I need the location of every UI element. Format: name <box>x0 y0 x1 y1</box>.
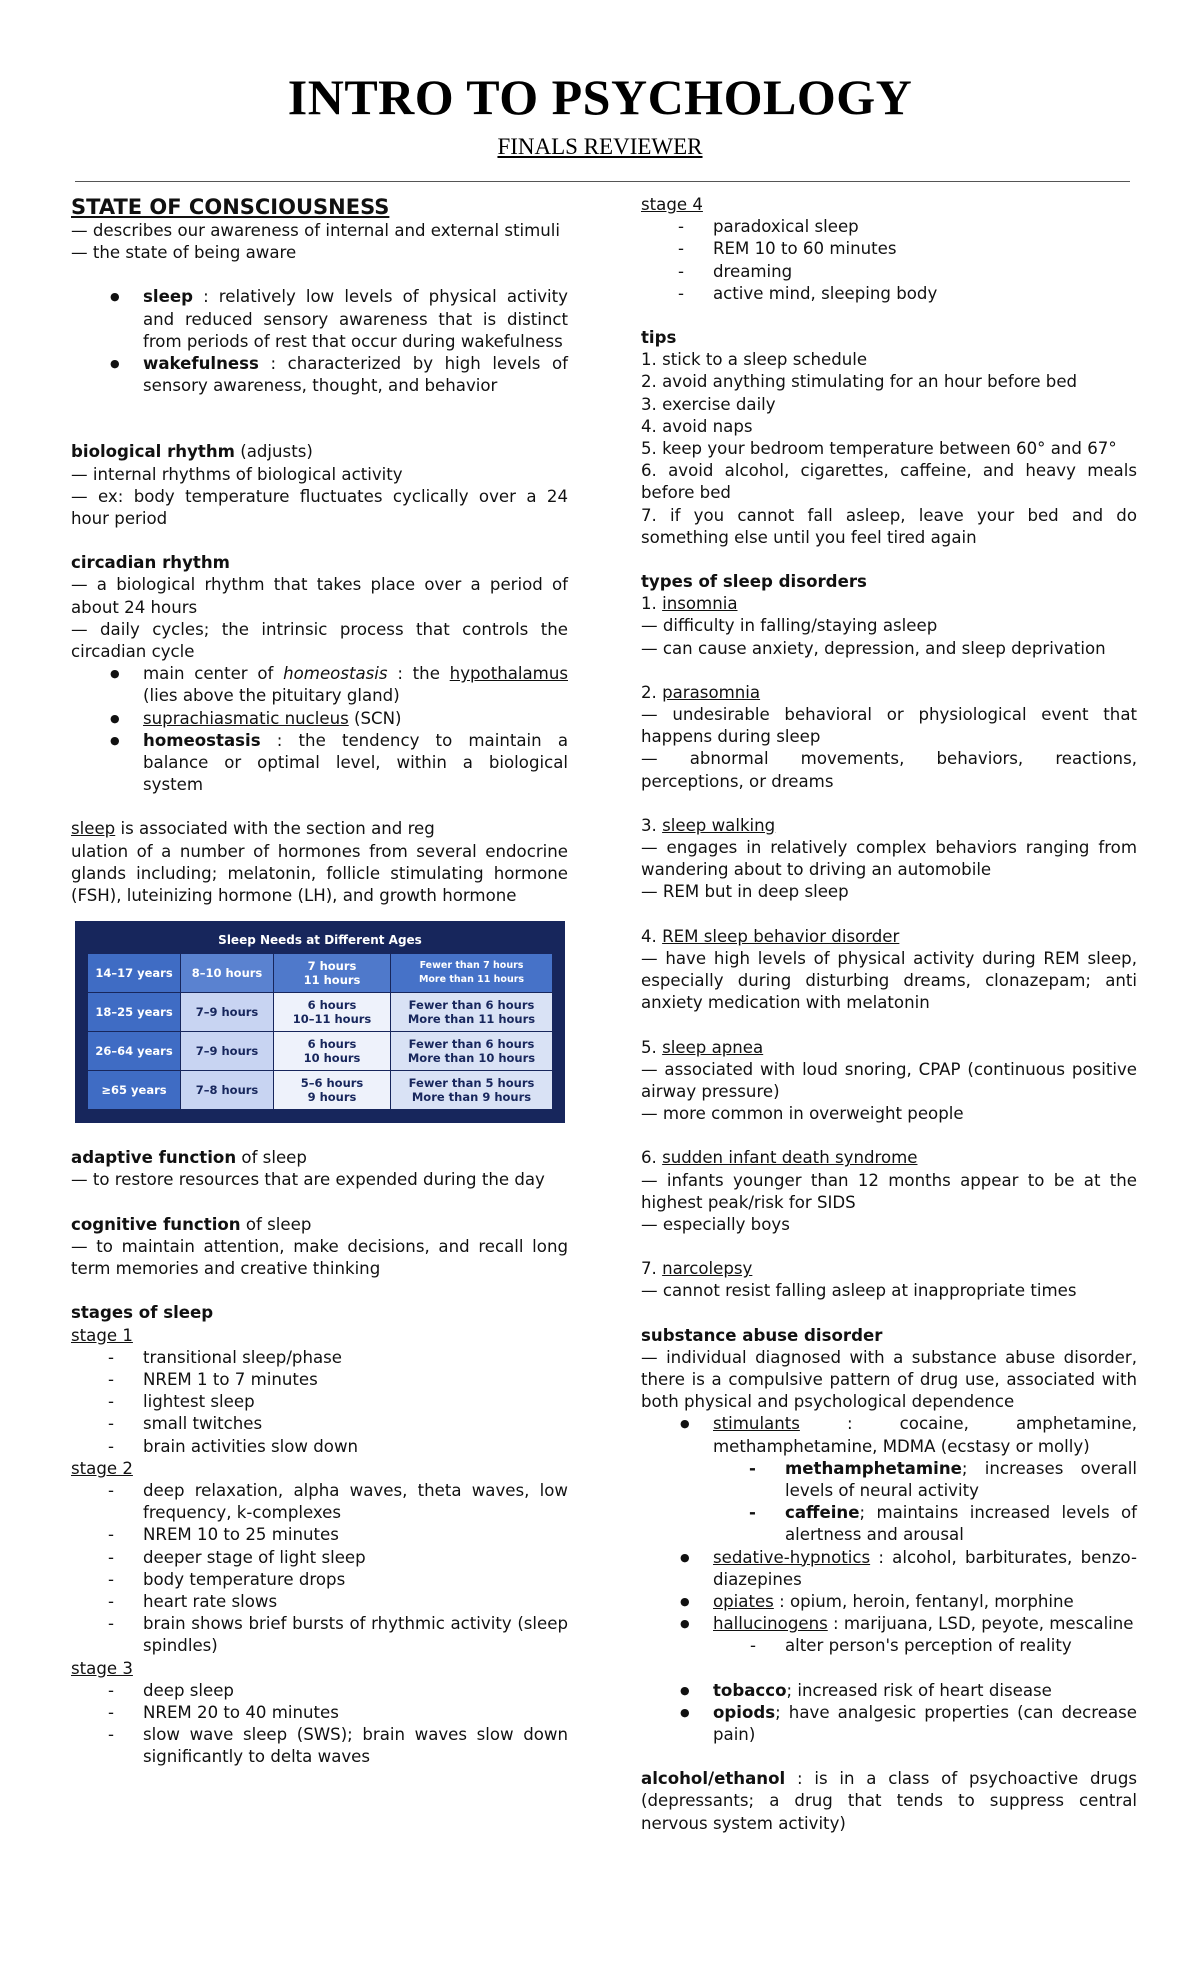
stages-heading: stages of sleep <box>71 1303 214 1323</box>
term: alcohol/ethanol <box>641 1769 786 1789</box>
list-item: - NREM 10 to 25 minutes <box>143 1524 568 1546</box>
text-line: — ex: body temperature fluctuates cyclically over a 24 hour period <box>71 486 568 529</box>
disorder-line: — engages in relatively complex behaviors ranging from wandering about to driving an automobile <box>641 838 1137 880</box>
disorder-name: insomnia <box>662 594 738 614</box>
disorder-name: sudden infant death syndrome <box>662 1148 918 1168</box>
term: suprachiasmatic nucleus <box>143 708 349 728</box>
tip-item: 5. keep your bedroom temperature between 60° and 67° <box>641 439 1117 459</box>
sub-item: - alter person's perception of reality <box>785 1635 1137 1657</box>
term: opiods <box>713 1702 776 1722</box>
adaptive-heading <box>71 1147 568 1169</box>
sub-item <box>785 1502 1137 1546</box>
disorders-heading: types of sleep disorders <box>641 572 867 592</box>
nr-low: Fewer than 7 hours <box>419 960 524 972</box>
consciousness-bullets <box>71 286 568 397</box>
list-item: - dreaming <box>713 261 1137 283</box>
definition: : is in a class of psychoactive drugs (depressants; a drug that tends to suppress central nervous system activity) <box>641 1769 1137 1833</box>
stage-label: stage 3 <box>71 1658 133 1678</box>
list-item: - deeper stage of light sleep <box>143 1547 568 1569</box>
list-item: - transitional sleep/phase <box>143 1347 568 1369</box>
disorder-name: REM sleep behavior disorder <box>662 926 900 946</box>
stage-label: stage 4 <box>641 195 703 214</box>
hormones-line: ulation of a number of hormones from several endocrine glands including; melatonin, follicle stimulating hormone (FSH), luteinizing hormone (LH), and growth hormone <box>71 841 568 906</box>
section-heading-consciousness: STATE OF CONSCIOUSNESS <box>71 195 390 219</box>
tip-item: 7. if you cannot fall asleep, leave your bed and do something else until you feel tired again <box>641 505 1137 547</box>
nr-high: More than 11 hours <box>407 1012 536 1027</box>
page-subtitle: FINALS REVIEWER <box>497 134 703 159</box>
definition: : relatively low levels of physical activity and reduced sensory awareness that is distinct from periods of rest that occur during wakefulness <box>143 287 568 351</box>
disorder-heading <box>641 1147 1137 1169</box>
biological-rhythm-heading <box>71 441 568 463</box>
text: main center of <box>143 664 284 684</box>
list-item: - body temperature drops <box>143 1569 568 1591</box>
disorder-name: narcolepsy <box>662 1259 753 1279</box>
nr-low: Fewer than 5 hours <box>408 1076 535 1091</box>
disorder-number: 1. <box>641 594 663 614</box>
text-line: — internal rhythms of biological activity <box>71 464 403 484</box>
hours-cell: 7–8 hours <box>181 1071 274 1110</box>
hours-cell: 7–9 hours <box>181 1032 274 1071</box>
list-item: - NREM 1 to 7 minutes <box>143 1369 568 1391</box>
bullet-sleep <box>143 286 568 353</box>
term: biological rhythm <box>71 442 235 462</box>
range-low: 5–6 hours <box>300 1076 364 1091</box>
term: stimulants <box>713 1414 800 1434</box>
disorder-heading <box>641 593 1137 615</box>
disorder-number: 4. <box>641 926 663 946</box>
disorder-line: — have high levels of physical activity during REM sleep, especially during disturbing dreams, clonazepam; anti anxiety medication with melatonin <box>641 948 1137 1013</box>
bullet-homeostasis <box>143 730 568 797</box>
definition: : characterized by high levels of sensory awareness, thought, and behavior <box>143 354 568 396</box>
term: tobacco <box>713 1680 787 1700</box>
circadian-heading: circadian rhythm <box>71 553 230 573</box>
table-row <box>88 1071 553 1110</box>
note: (adjusts) <box>234 442 313 462</box>
text-line: — to maintain attention, make decisions, and recall long term memories and creative thinking <box>71 1236 568 1279</box>
term: cognitive function <box>71 1214 241 1234</box>
range-high: 9 hours <box>307 1090 357 1105</box>
sleep-needs-table <box>87 953 553 1110</box>
header-divider <box>75 181 1130 182</box>
tip-item: 4. avoid naps <box>641 416 753 436</box>
stage-4-list <box>641 216 1137 305</box>
definition: : opium, heroin, fentanyl, morphine <box>773 1591 1074 1611</box>
text-line: — daily cycles; the intrinsic process that controls the circadian cycle <box>71 619 568 662</box>
range-high: 10 hours <box>303 1051 361 1066</box>
disorder-line: — associated with loud snoring, CPAP (continuous positive airway pressure) <box>641 1059 1137 1101</box>
text-line: — individual diagnosed with a substance abuse disorder, there is a compulsive pattern of drug use, associated with both physical and psychological dependence <box>641 1347 1137 1412</box>
nr-high: More than 9 hours <box>411 1090 532 1105</box>
list-item: - deep relaxation, alpha waves, theta waves, low frequency, k-complexes <box>143 1480 568 1524</box>
table-row <box>88 1032 553 1071</box>
disorder-heading <box>641 1037 1137 1059</box>
range-high: 11 hours <box>303 973 361 988</box>
substance-bullets <box>641 1413 1137 1657</box>
disorder-line: — REM but in deep sleep <box>641 882 849 902</box>
disorder-number: 6. <box>641 1148 663 1168</box>
disorder-number: 7. <box>641 1259 663 1279</box>
list-item: - slow wave sleep (SWS); brain waves slow down significantly to delta waves <box>143 1724 568 1768</box>
term: opiates <box>713 1591 774 1611</box>
age-cell: 18–25 years <box>88 993 181 1032</box>
table-row <box>88 954 553 993</box>
text: of sleep <box>240 1214 312 1234</box>
alcohol-paragraph <box>641 1768 1137 1835</box>
disorder-heading <box>641 1258 1137 1280</box>
term: hypothalamus <box>449 664 568 684</box>
tip-item: 1. stick to a sleep schedule <box>641 350 868 370</box>
not-recommended-cell <box>391 954 553 993</box>
bullet-wakefulness <box>143 353 568 397</box>
definition: : cocaine, amphetamine, methamphetamine, MDMA (ecstasy or molly) <box>713 1414 1137 1456</box>
table-row <box>88 993 553 1032</box>
tips-list <box>641 349 1137 549</box>
text: (lies above the pituitary gland) <box>143 686 400 706</box>
right-column <box>641 194 1137 1835</box>
list-item: - lightest sleep <box>143 1391 568 1413</box>
left-column <box>71 194 568 1769</box>
term: caffeine <box>785 1503 860 1523</box>
disorder-heading <box>641 926 1137 948</box>
text: (SCN) <box>348 708 402 728</box>
not-recommended-cell <box>391 1071 553 1110</box>
disorder-heading <box>641 815 1137 837</box>
substance-heading: substance abuse disorder <box>641 1325 883 1345</box>
hours-cell: 7–9 hours <box>181 993 274 1032</box>
hallucinogen-sub-list <box>713 1635 1137 1657</box>
range-cell <box>274 993 391 1032</box>
definition: : marijuana, LSD, peyote, mescaline <box>827 1614 1134 1634</box>
bullet-main-center <box>143 663 568 707</box>
stage-label: stage 1 <box>71 1325 133 1345</box>
definition: ; maintains increased levels of alertness and arousal <box>785 1503 1137 1545</box>
bullet-stimulants <box>713 1413 1137 1546</box>
substance-bullets-2 <box>641 1680 1137 1747</box>
tips-heading: tips <box>641 328 677 348</box>
circadian-bullets <box>71 663 568 796</box>
stimulant-sub-list <box>713 1458 1137 1547</box>
tip-item: 2. avoid anything stimulating for an hour before bed <box>641 372 1078 392</box>
stage-2-list <box>71 1480 568 1658</box>
range-low: 6 hours <box>307 1037 357 1052</box>
age-cell: ≥65 years <box>88 1071 181 1110</box>
disorder-heading <box>641 682 1137 704</box>
definition: : alcohol, barbiturates, benzo-diazepines <box>713 1547 1137 1589</box>
term: sleep <box>71 819 116 839</box>
list-item: - small twitches <box>143 1413 568 1435</box>
list-item: - paradoxical sleep <box>713 216 1137 238</box>
sub-item <box>785 1458 1137 1502</box>
list-item: - NREM 20 to 40 minutes <box>143 1702 568 1724</box>
disorder-line: — can cause anxiety, depression, and sleep deprivation <box>641 638 1106 658</box>
text-line: — to restore resources that are expended during the day <box>71 1170 545 1190</box>
stage-3-list <box>71 1680 568 1769</box>
hormones-line <box>71 818 568 840</box>
nr-high: More than 11 hours <box>418 974 525 986</box>
disorder-line: — especially boys <box>641 1214 790 1234</box>
range-cell <box>274 1071 391 1110</box>
nr-high: More than 10 hours <box>407 1051 536 1066</box>
disorder-name: sleep apnea <box>662 1037 764 1057</box>
age-cell: 14–17 years <box>88 954 181 993</box>
term: sleep <box>143 287 193 307</box>
term: sedative-hypnotics <box>713 1547 871 1567</box>
list-item: - active mind, sleeping body <box>713 283 1137 305</box>
range-high: 10–11 hours <box>292 1012 372 1027</box>
disorder-line: — infants younger than 12 months appear to be at the highest peak/risk for SIDS <box>641 1170 1137 1212</box>
disorder-name: parasomnia <box>662 682 761 702</box>
bullet-scn <box>143 708 568 730</box>
disorder-line: — difficulty in falling/staying asleep <box>641 616 938 636</box>
text: is associated with the section and reg <box>115 819 435 839</box>
not-recommended-cell <box>391 1032 553 1071</box>
page-title: INTRO TO PSYCHOLOGY <box>287 69 913 125</box>
bullet-opiates <box>713 1591 1137 1613</box>
nr-low: Fewer than 6 hours <box>408 1037 535 1052</box>
consciousness-line: — the state of being aware <box>71 243 297 263</box>
consciousness-line: — describes our awareness of internal and external stimuli <box>71 221 561 240</box>
list-item: - heart rate slows <box>143 1591 568 1613</box>
sleep-needs-table-image <box>75 921 565 1123</box>
range-low: 7 hours <box>307 959 357 974</box>
definition: : the tendency to maintain a balance or optimal level, within a biological system <box>143 730 568 795</box>
sleep-table-title: Sleep Needs at Different Ages <box>218 933 422 948</box>
term: hallucinogens <box>713 1614 828 1634</box>
cognitive-heading <box>71 1214 568 1236</box>
stage-1-list <box>71 1347 568 1458</box>
term: homeostasis <box>143 730 261 750</box>
disorder-line: — undesirable behavioral or physiological event that happens during sleep <box>641 705 1137 747</box>
nr-low: Fewer than 6 hours <box>408 998 535 1013</box>
bullet-tobacco <box>713 1680 1137 1702</box>
disorder-number: 5. <box>641 1037 663 1057</box>
hours-cell: 8–10 hours <box>181 954 274 993</box>
range-cell <box>274 954 391 993</box>
definition: ; have analgesic properties (can decrease pain) <box>713 1702 1137 1744</box>
list-item: - REM 10 to 60 minutes <box>713 238 1137 260</box>
text: : the <box>387 664 450 684</box>
text: of sleep <box>236 1148 307 1168</box>
text-line: — a biological rhythm that takes place over a period of about 24 hours <box>71 575 568 617</box>
list-item: - brain activities slow down <box>143 1436 568 1458</box>
disorder-line: — more common in overweight people <box>641 1104 964 1124</box>
disorder-name: sleep walking <box>662 815 776 835</box>
bullet-hallucinogens <box>713 1613 1137 1657</box>
disorders-list <box>641 593 1137 1324</box>
definition: ; increases overall levels of neural activity <box>785 1458 1137 1500</box>
range-low: 6 hours <box>307 998 357 1013</box>
list-item: - brain shows brief bursts of rhythmic activity (sleep spindles) <box>143 1613 568 1657</box>
tip-item: 6. avoid alcohol, cigarettes, caffeine, and heavy meals before bed <box>641 461 1137 503</box>
age-cell: 26–64 years <box>88 1032 181 1071</box>
bullet-sedatives <box>713 1547 1137 1591</box>
range-cell <box>274 1032 391 1071</box>
term: homeostasis <box>283 664 388 684</box>
definition: ; increased risk of heart disease <box>786 1680 1052 1700</box>
disorder-number: 2. <box>641 682 663 702</box>
tip-item: 3. exercise daily <box>641 394 776 414</box>
list-item: - deep sleep <box>143 1680 568 1702</box>
term: adaptive function <box>71 1148 237 1168</box>
stage-label: stage 2 <box>71 1458 133 1478</box>
term: wakefulness <box>143 354 259 374</box>
term: methamphetamine <box>785 1458 962 1478</box>
bullet-opiods <box>713 1702 1137 1746</box>
disorder-line: — cannot resist falling asleep at inappropriate times <box>641 1281 1077 1301</box>
not-recommended-cell <box>391 993 553 1032</box>
disorder-line: — abnormal movements, behaviors, reactions, perceptions, or dreams <box>641 749 1137 791</box>
disorder-number: 3. <box>641 815 663 835</box>
